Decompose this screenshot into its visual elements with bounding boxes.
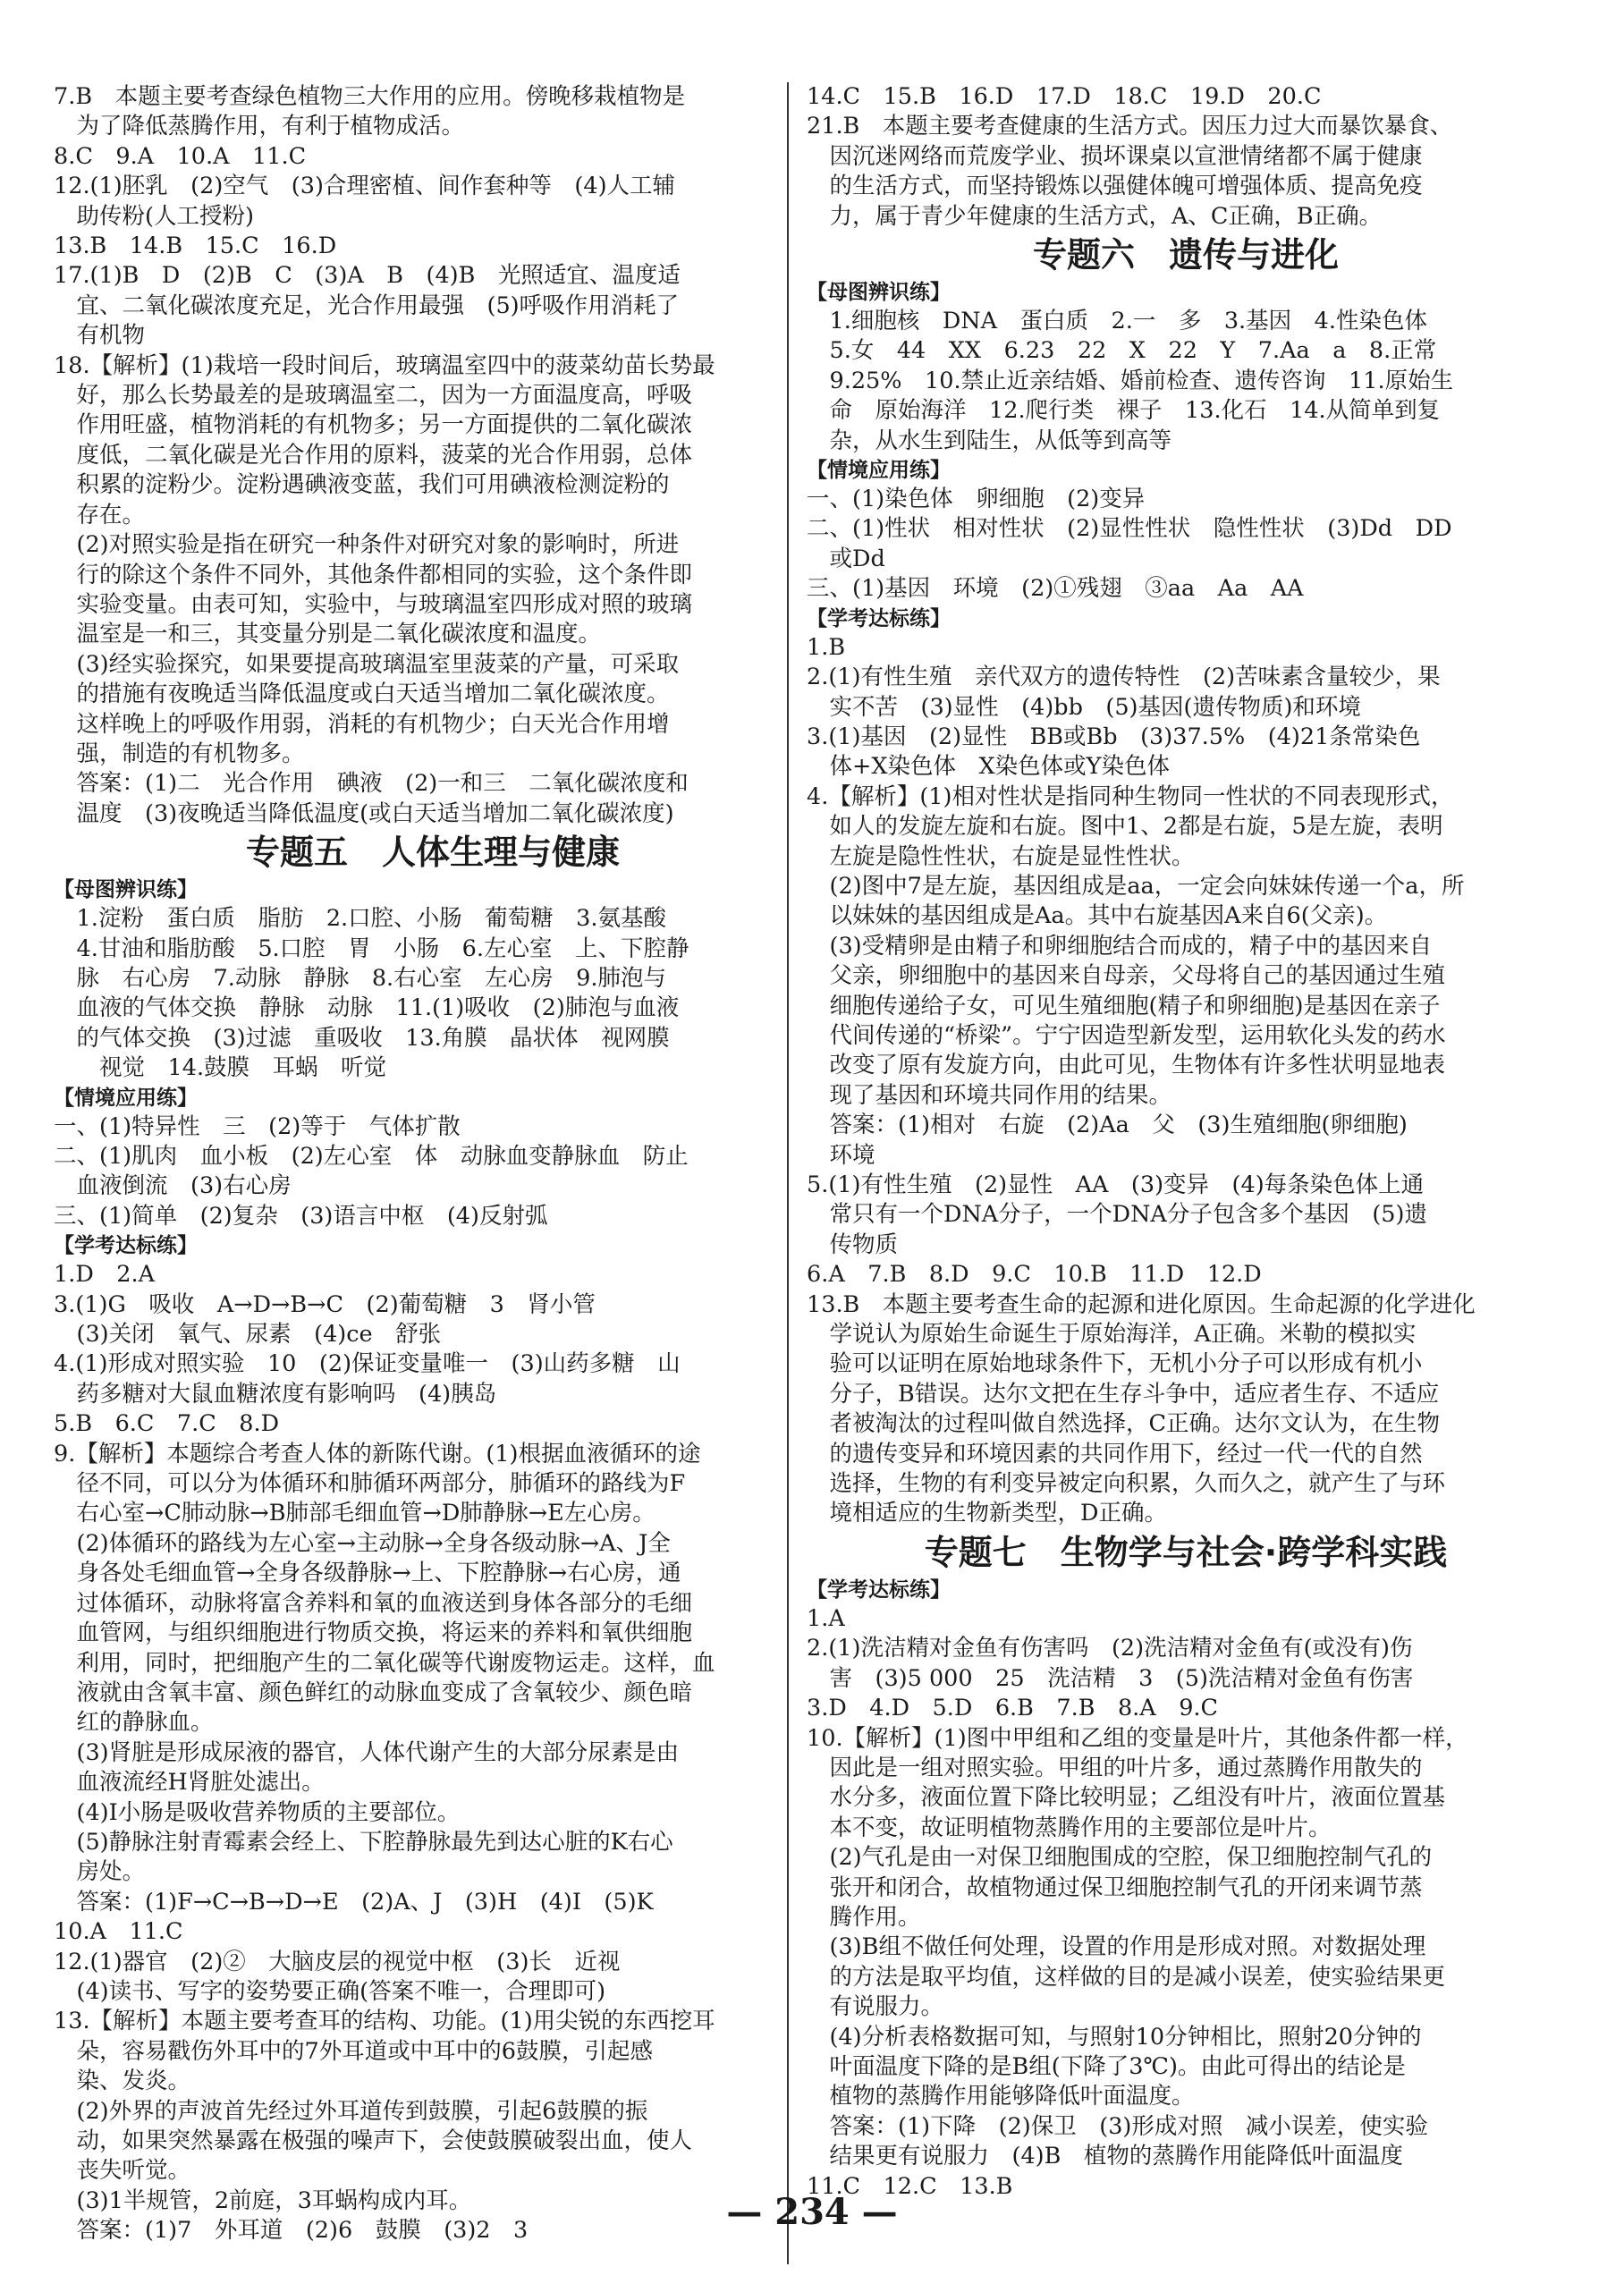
text-line: 强，制造的有机物多。	[54, 740, 305, 767]
text-line: (2)气孔是由一对保卫细胞围成的空腔，保卫细胞控制气孔的	[807, 1844, 1433, 1872]
text-line: 10.【解析】(1)图中甲组和乙组的变量是叶片，其他条件都一样，	[807, 1724, 1468, 1752]
text-line: (2)图中7是左旋，基因组成是aa，一定会向妹妹传递一个a，所	[807, 872, 1465, 900]
text-line: 9.【解析】本题综合考查人体的新陈代谢。(1)根据血液循环的途	[54, 1440, 701, 1467]
text-line: 温室是一和三，其变量分别是二氧化碳浓度和温度。	[54, 621, 602, 648]
text-line: 13.B 14.B 15.C 16.D	[54, 233, 337, 260]
text-line: 三、(1)简单 (2)复杂 (3)语言中枢 (4)反射弧	[54, 1202, 548, 1230]
text-line: 一、(1)染色体 卵细胞 (2)变异	[807, 486, 1146, 513]
text-line: 径不同，可以分为体循环和肺循环两部分，肺循环的路线为F	[54, 1470, 686, 1498]
column-divider	[787, 82, 789, 2264]
subsection-label: 【情境应用练】	[807, 459, 951, 483]
text-line: 左旋是隐性性状，右旋是显性性状。	[807, 842, 1195, 870]
section-title: 专题六 遗传与进化	[1032, 235, 1339, 275]
text-line: 右心室→C肺动脉→B肺部毛细血管→D肺静脉→E左心房。	[54, 1500, 656, 1527]
text-line: 2.(1)有性生殖 亲代双方的遗传特性 (2)苦味素含量较少，果	[807, 664, 1441, 691]
text-line: 3.(1)G 吸收 A→D→B→C (2)葡萄糖 3 肾小管	[54, 1290, 596, 1318]
text-line: 体+X染色体 X染色体或Y染色体	[807, 753, 1171, 781]
text-line: 答案：(1)下降 (2)保卫 (3)形成对照 减小误差，使实验	[807, 2112, 1428, 2140]
text-line: (4)I小肠是吸收营养物质的主要部位。	[54, 1798, 461, 1826]
text-line: 二、(1)性状 相对性状 (2)显性性状 隐性性状 (3)Dd DD	[807, 515, 1452, 543]
text-line: 水分多，液面位置下降比较明显；乙组没有叶片，液面位置基	[807, 1784, 1446, 1812]
text-line: 好，那么长势最差的是玻璃温室二，因为一方面温度高，呼吸	[54, 382, 693, 410]
text-line: (3)经实验探究，如果要提高玻璃温室里菠菜的产量，可采取	[54, 650, 680, 678]
text-line: (2)体循环的路线为左心室→主动脉→全身各级动脉→A、J全	[54, 1529, 671, 1557]
text-line: 张开和闭合，故植物通过保卫细胞控制气孔的开闭来调节蒸	[807, 1873, 1423, 1901]
text-line: 温度 (3)夜晚适当降低温度(或白天适当增加二氧化碳浓度)	[54, 799, 674, 827]
text-line: 助传粉(人工授粉)	[54, 202, 254, 230]
text-line: (3)关闭 氧气、尿素 (4)ce 舒张	[54, 1321, 442, 1349]
text-line: 力，属于青少年健康的生活方式，A、C正确，B正确。	[807, 202, 1383, 230]
text-line: 以妹妹的基因组成是Aa。其中右旋基因A来自6(父亲)。	[807, 902, 1388, 930]
text-line: 验可以证明在原始地球条件下，无机小分子可以形成有机小	[807, 1350, 1423, 1378]
text-line: 本不变，故证明植物蒸腾作用的主要部位是叶片。	[807, 1814, 1332, 1841]
text-line: 9.25% 10.禁止近亲结婚、婚前检查、遗传咨询 11.原始生	[807, 367, 1454, 394]
section-title: 专题五 人体生理与健康	[245, 833, 620, 873]
text-line: 答案：(1)二 光合作用 碘液 (2)一和三 二氧化碳浓度和	[54, 770, 689, 798]
text-line: 行的除这个条件不同外，其他条件都相同的实验，这个条件即	[54, 561, 693, 588]
subsection-label: 【学考达标练】	[807, 606, 951, 630]
text-line: 1.A	[807, 1604, 845, 1632]
text-line: 13.【解析】本题主要考查耳的结构、功能。(1)用尖锐的东西挖耳	[54, 2008, 715, 2035]
text-line: 害 (3)5 000 25 洗洁精 3 (5)洗洁精对金鱼有伤害	[807, 1664, 1414, 1692]
text-line: 有说服力。	[807, 1993, 944, 2021]
section-title: 专题七 生物学与社会·跨学科实践	[924, 1532, 1448, 1572]
text-line: 分子，B错误。达尔文把在生存斗争中，适应者生存、不适应	[807, 1380, 1440, 1408]
text-line: 染、发炎。	[54, 2068, 191, 2095]
text-line: 11.C 12.C 13.B	[807, 2172, 1013, 2200]
text-line: 叶面温度下降的是B组(下降了3℃)。由此可得出的结论是	[807, 2052, 1406, 2080]
text-line: 答案：(1)F→C→B→D→E (2)A、J (3)H (4)I (5)K	[54, 1888, 654, 1916]
text-line: 作用旺盛，植物消耗的有机物多；另一方面提供的二氧化碳浓	[54, 411, 693, 439]
text-line: 10.A 11.C	[54, 1918, 183, 1946]
text-line: 2.(1)洗洁精对金鱼有伤害吗 (2)洗洁精对金鱼有(或没有)伤	[807, 1635, 1413, 1662]
text-line: 5.(1)有性生殖 (2)显性 AA (3)变异 (4)每条染色体上通	[807, 1171, 1425, 1198]
text-line: 境相适应的生物新类型，D正确。	[807, 1500, 1167, 1527]
text-line: 如人的发旋左旋和右旋。图中1、2都是右旋，5是左旋，表明	[807, 813, 1443, 841]
text-line: 12.(1)器官 (2)② 大脑皮层的视觉中枢 (3)长 近视	[54, 1948, 621, 1975]
text-line: 者被淘汰的过程叫做自然选择，C正确。达尔文认为，在生物	[807, 1410, 1441, 1438]
text-line: 房处。	[54, 1858, 146, 1886]
text-line: 这样晚上的呼吸作用弱，消耗的有机物少；白天光合作用增	[54, 710, 670, 738]
text-line: 1.B	[807, 633, 846, 661]
text-line: 父亲，卵细胞中的基因来自母亲，父母将自己的基因通过生殖	[807, 962, 1446, 990]
text-line: 身各处毛细血管→全身各级静脉→上、下腔静脉→右心房，通	[54, 1560, 681, 1587]
text-line: 1.淀粉 蛋白质 脂肪 2.口腔、小肠 葡萄糖 3.氨基酸	[54, 905, 666, 933]
text-line: 4.甘油和脂肪酸 5.口腔 胃 小肠 6.左心室 上、下腔静	[54, 935, 689, 962]
text-line: 红的静脉血。	[54, 1709, 214, 1737]
subsection-label: 【情境应用练】	[54, 1086, 198, 1110]
text-line: 液就由含氧丰富、颜色鲜红的动脉血变成了含氧较少、颜色暗	[54, 1679, 693, 1706]
text-line: 21.B 本题主要考查健康的生活方式。因压力过大而暴饮暴食、	[807, 113, 1453, 140]
text-line: 血管网，与组织细胞进行物质交换，将运来的养料和氧供细胞	[54, 1620, 693, 1647]
text-line: (3)B组不做任何处理，设置的作用是形成对照。对数据处理	[807, 1933, 1426, 1961]
subsection-label: 【学考达标练】	[54, 1234, 198, 1258]
text-line: 宜、二氧化碳浓度充足，光合作用最强 (5)呼吸作用消耗了	[54, 292, 680, 319]
text-line: 血液流经H肾脏处滤出。	[54, 1769, 325, 1797]
text-line: 为了降低蒸腾作用，有利于植物成活。	[54, 113, 465, 140]
text-line: 二、(1)肌肉 血小板 (2)左心室 体 动脉血变静脉血 防止	[54, 1143, 689, 1170]
text-line: 18.【解析】(1)栽培一段时间后，玻璃温室四中的菠菜幼苗长势最	[54, 351, 715, 379]
text-line: 命 原始海洋 12.爬行类 裸子 13.化石 14.从简单到复	[807, 397, 1441, 425]
text-line: 12.(1)胚乳 (2)空气 (3)合理密植、间作套种等 (4)人工辅	[54, 173, 676, 200]
text-line: 细胞传递给子女，可见生殖细胞(精子和卵细胞)是基因在亲子	[807, 992, 1441, 1019]
text-line: 代间传递的“桥梁”。宁宁因造型新发型，运用软化头发的药水	[807, 1021, 1446, 1049]
text-line: 的措施有夜晚适当降低温度或白天适当增加二氧化碳浓度。	[54, 681, 670, 708]
subsection-label: 【母图辨识练】	[54, 878, 198, 902]
text-line: (4)读书、写字的姿势要正确(答案不唯一，合理即可)	[54, 1977, 606, 2005]
text-line: 传物质	[807, 1231, 899, 1258]
text-line: 5.B 6.C 7.C 8.D	[54, 1410, 280, 1438]
text-line: 脉 右心房 7.动脉 静脉 8.右心室 左心房 9.肺泡与	[54, 964, 666, 992]
text-line: 药多糖对大鼠血糖浓度有影响吗 (4)胰岛	[54, 1380, 497, 1408]
text-line: 结果更有说服力 (4)B 植物的蒸腾作用能降低叶面温度	[807, 2143, 1403, 2170]
text-line: (5)静脉注射青霉素会经上、下腔静脉最先到达心脏的K右心	[54, 1828, 673, 1856]
text-line: (4)分析表格数据可知，与照射10分钟相比，照射20分钟的	[807, 2023, 1422, 2051]
text-line: 过体循环，动脉将富含养料和氧的血液送到身体各部分的毛细	[54, 1589, 693, 1617]
subsection-label: 【学考达标练】	[807, 1577, 951, 1602]
text-line: 杂，从水生到陆生，从低等到高等	[807, 427, 1172, 454]
text-line: 实验变量。由表可知，实验中，与玻璃温室四形成对照的玻璃	[54, 590, 693, 618]
text-line: 14.C 15.B 16.D 17.D 18.C 19.D 20.C	[807, 83, 1322, 110]
text-line: 血液的气体交换 静脉 动脉 11.(1)吸收 (2)肺泡与血液	[54, 994, 680, 1022]
text-line: (3)肾脏是形成尿液的器官，人体代谢产生的大部分尿素是由	[54, 1738, 680, 1766]
text-line: 因沉迷网络而荒废学业、损坏课桌以宣泄情绪都不属于健康	[807, 142, 1423, 170]
subsection-label: 【母图辨识练】	[807, 281, 951, 305]
text-line: 有机物	[54, 322, 146, 350]
page-number: — 234 —	[726, 2191, 898, 2233]
text-line: 答案：(1)相对 右旋 (2)Aa 父 (3)生殖细胞(卵细胞)	[807, 1112, 1408, 1139]
text-line: 一、(1)特异性 三 (2)等于 气体扩散	[54, 1112, 461, 1140]
text-line: 1.细胞核 DNA 蛋白质 2.一 多 3.基因 4.性染色体	[807, 308, 1427, 335]
text-line: 环境	[807, 1141, 875, 1169]
text-line: 的生活方式，而坚持锻炼以强健体魄可增强体质、提高免疫	[807, 173, 1423, 200]
text-line: 3.D 4.D 5.D 6.B 7.B 8.A 9.C	[807, 1695, 1219, 1722]
text-line: 三、(1)基因 环境 (2)①残翅 ③aa Aa AA	[807, 575, 1304, 603]
right-column	[807, 82, 1565, 2202]
text-line: 血液倒流 (3)右心房	[54, 1172, 292, 1200]
left-column	[54, 82, 812, 2246]
text-line: 或Dd	[807, 545, 885, 572]
text-line: 视觉 14.鼓膜 耳蜗 听觉	[54, 1054, 387, 1082]
text-line: 动，如果突然暴露在极强的噪声下，会使鼓膜破裂出血，使人	[54, 2127, 693, 2154]
text-line: 现了基因和环境共同作用的结果。	[807, 1081, 1172, 1109]
text-line: 答案：(1)7 外耳道 (2)6 鼓膜 (3)2 3	[54, 2217, 529, 2245]
text-line: 积累的淀粉少。淀粉遇碘液变蓝，我们可用碘液检测淀粉的	[54, 471, 670, 499]
text-line: (2)外界的声波首先经过外耳道传到鼓膜，引起6鼓膜的振	[54, 2097, 648, 2125]
text-line: 常只有一个DNA分子，一个DNA分子包含多个基因 (5)遗	[807, 1201, 1427, 1229]
text-line: 7.B 本题主要考查绿色植物三大作用的应用。傍晚移栽植物是	[54, 83, 686, 110]
text-line: 存在。	[54, 501, 146, 529]
text-line: (3)1半规管，2前庭，3耳蜗构成内耳。	[54, 2186, 472, 2214]
text-line: 4.【解析】(1)相对性状是指同种生物同一性状的不同表现形式，	[807, 782, 1454, 810]
text-line: 学说认为原始生命诞生于原始海洋，A正确。米勒的模拟实	[807, 1321, 1417, 1349]
text-line: 5.女 44 XX 6.23 22 X 22 Y 7.Aa a 8.正常	[807, 337, 1437, 365]
text-line: 的遗传变异和环境因素的共同作用下，经过一代一代的自然	[807, 1440, 1423, 1467]
text-line: 度低，二氧化碳是光合作用的原料，菠菜的光合作用弱，总体	[54, 441, 693, 469]
text-line: 朵，容易戳伤外耳中的7外耳道或中耳中的6鼓膜，引起感	[54, 2037, 653, 2065]
text-line: 的气体交换 (3)过滤 重吸收 13.角膜 晶状体 视网膜	[54, 1024, 670, 1052]
text-line: 8.C 9.A 10.A 11.C	[54, 142, 307, 170]
text-line: 选择，生物的有利变异被定向积累，久而久之，就产生了与环	[807, 1470, 1446, 1498]
text-line: (3)受精卵是由精子和卵细胞结合而成的，精子中的基因来自	[807, 932, 1433, 960]
text-line: 的方法是取平均值，这样做的目的是减小误差，使实验结果更	[807, 1963, 1446, 1991]
text-line: 因此是一组对照实验。甲组的叶片多，通过蒸腾作用散失的	[807, 1754, 1423, 1781]
text-line: 6.A 7.B 8.D 9.C 10.B 11.D 12.D	[807, 1261, 1262, 1289]
text-line: 植物的蒸腾作用能够降低叶面温度。	[807, 2083, 1195, 2110]
text-line: 腾作用。	[807, 1903, 921, 1931]
text-line: 13.B 本题主要考查生命的起源和进化原因。生命起源的化学进化	[807, 1290, 1476, 1318]
text-line: 利用，同时，把细胞产生的二氧化碳等代谢废物运走。这样，血	[54, 1649, 715, 1677]
text-line: 丧失听觉。	[54, 2157, 191, 2185]
text-line: 4.(1)形成对照实验 10 (2)保证变量唯一 (3)山药多糖 山	[54, 1350, 681, 1378]
text-line: 3.(1)基因 (2)显性 BB或Bb (3)37.5% (4)21条常染色	[807, 723, 1421, 750]
text-line: 实不苦 (3)显性 (4)bb (5)基因(遗传物质)和环境	[807, 693, 1361, 721]
text-line: 17.(1)B D (2)B C (3)A B (4)B 光照适宜、温度适	[54, 262, 681, 290]
text-line: 1.D 2.A	[54, 1261, 156, 1289]
text-line: 改变了原有发旋方向，由此可见，生物体有许多性状明显地表	[807, 1052, 1446, 1079]
text-line: (2)对照实验是指在研究一种条件对研究对象的影响时，所进	[54, 531, 680, 559]
